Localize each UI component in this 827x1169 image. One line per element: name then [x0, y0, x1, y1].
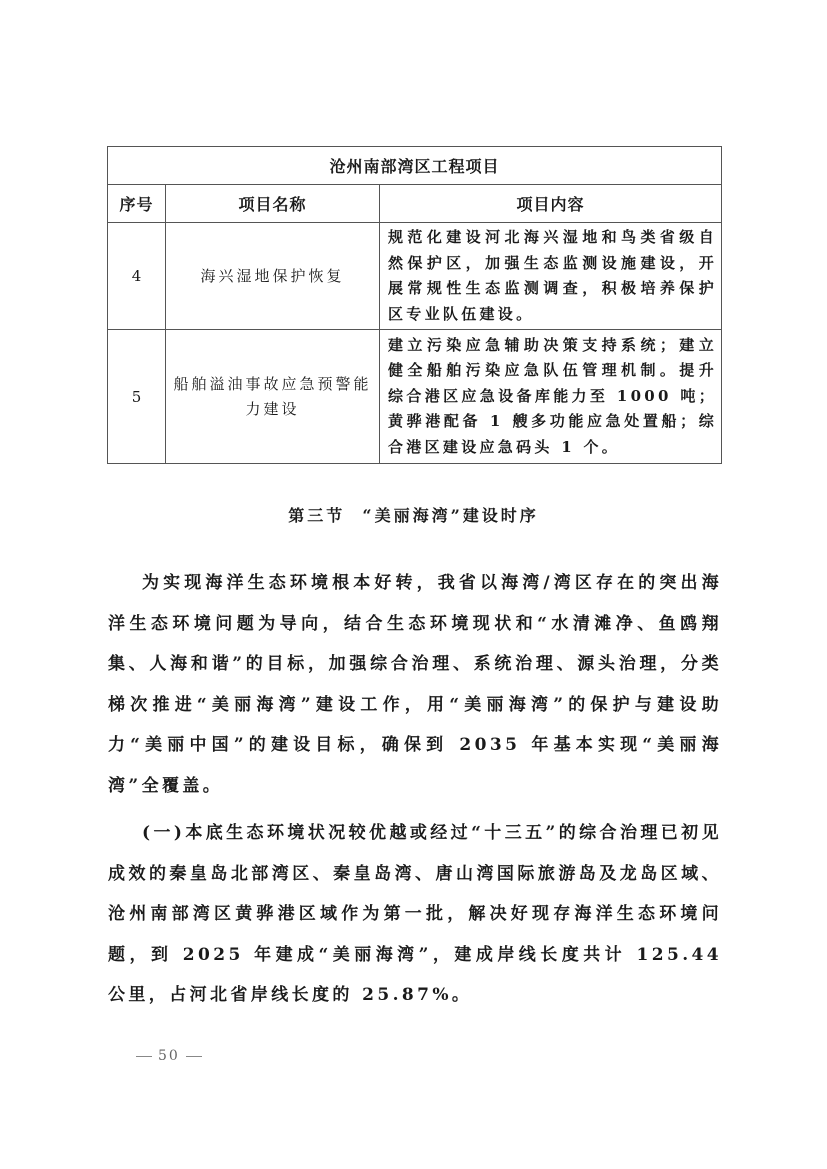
paragraph: (一)本底生态环境状况较优越或经过“十三五”的综合治理已初见成效的秦皇岛北部湾区、秦皇岛湾、唐山湾国际旅游岛及龙岛区域、沧州南部湾区黄骅港区域作为第一批，解决好现存海洋生态环境问题，到 2025 年建成“美丽海湾”，建成岸线长度共计 125.44 公里，占河北省岸线长度的 25.87%。	[108, 823, 722, 1005]
page-number: 50	[158, 1048, 180, 1064]
header-content: 项目内容	[380, 185, 722, 223]
paragraph: 为实现海洋生态环境根本好转，我省以海湾/湾区存在的突出海洋生态环境问题为导向，结合生态环境现状和“水清滩净、鱼鸥翔集、人海和谐”的目标，加强综合治理、系统治理、源头治理，分类梯次推进“美丽海湾”建设工作，用“美丽海湾”的保护与建设助力“美丽中国”的建设目标，确保到 2035 年基本实现“美丽海湾”全覆盖。	[108, 573, 722, 796]
row-name: 船舶溢油事故应急预警能力建设	[166, 330, 380, 464]
row-content: 建立污染应急辅助决策支持系统；建立健全船舶污染应急队伍管理机制。提升综合港区应急设备库能力至 1000 吨；黄骅港配备 1 艘多功能应急处置船；综合港区建设应急码头 1 个。	[380, 330, 722, 464]
row-num: 4	[108, 223, 166, 330]
table-title-row	[108, 147, 722, 185]
row-content: 规范化建设河北海兴湿地和鸟类省级自然保护区，加强生态监测设施建设，开展常规性生态监测调查，积极培养保护区专业队伍建设。	[380, 223, 722, 330]
header-name: 项目名称	[166, 185, 380, 223]
dash-right	[186, 1056, 202, 1057]
header-num: 序号	[108, 185, 166, 223]
row-name: 海兴湿地保护恢复	[166, 223, 380, 330]
dash-left	[136, 1056, 152, 1057]
table-title: 沧州南部湾区工程项目	[108, 147, 722, 185]
table-header-row	[108, 185, 722, 223]
row-num: 5	[108, 330, 166, 464]
section-heading: 第三节 “美丽海湾”建设时序	[288, 506, 539, 525]
page-footer	[130, 1048, 208, 1064]
table-row	[108, 330, 722, 464]
project-table	[107, 146, 722, 464]
table-row	[108, 223, 722, 330]
